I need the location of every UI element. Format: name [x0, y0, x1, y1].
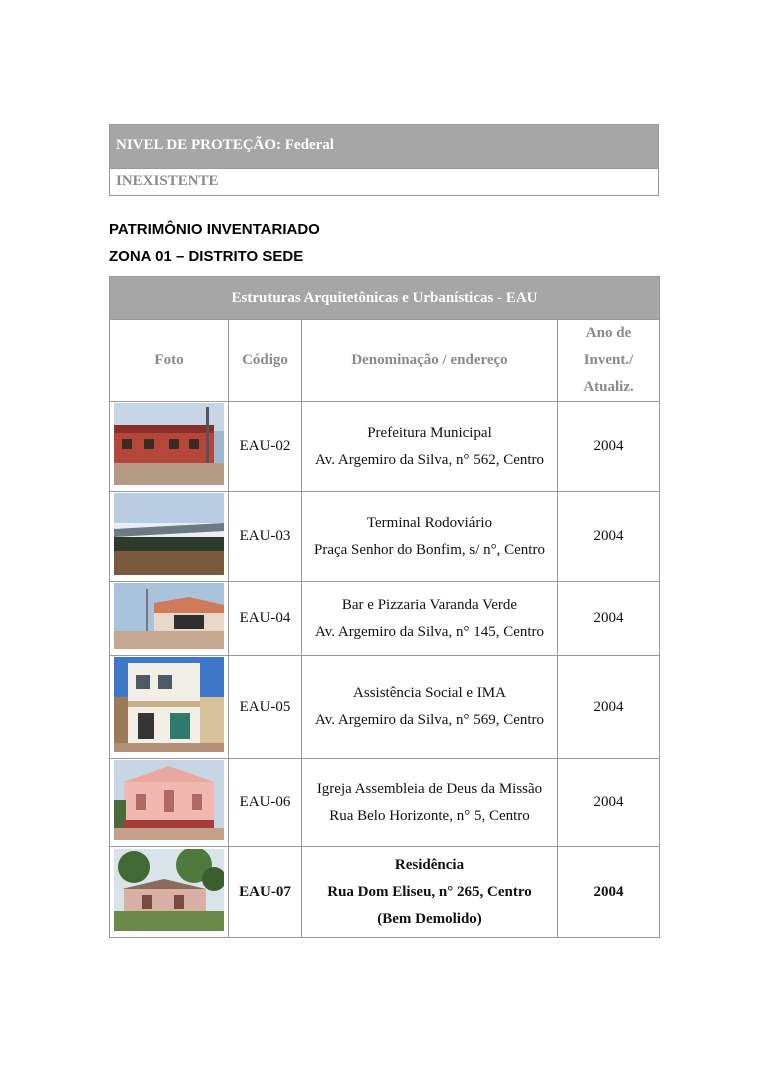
- inventory-title: PATRIMÔNIO INVENTARIADO: [109, 221, 320, 238]
- name-cell: [302, 492, 558, 582]
- building-name: Terminal Rodoviário: [366, 514, 493, 531]
- building-photo: [114, 493, 224, 575]
- table-row: [110, 847, 660, 938]
- table-row: [110, 582, 660, 656]
- building-name: Bar e Pizzaria Varanda Verde: [341, 596, 518, 613]
- code-cell: EAU-04: [229, 582, 302, 656]
- photo-cell: [110, 759, 229, 847]
- eau-table: [109, 276, 660, 938]
- building-photo: [114, 849, 224, 931]
- photo-cell: [110, 656, 229, 759]
- building-address: Av. Argemiro da Silva, n° 562, Centro: [314, 451, 545, 468]
- building-address: Rua Dom Eliseu, n° 265, Centro: [327, 883, 532, 900]
- photo-cell: [110, 847, 229, 938]
- building-name: Prefeitura Municipal: [367, 424, 492, 441]
- building-address: Praça Senhor do Bonfim, s/ n°, Centro: [314, 541, 545, 558]
- column-header-photo: Foto: [110, 320, 229, 402]
- code-cell: EAU-06: [229, 759, 302, 847]
- name-cell: [302, 847, 558, 938]
- year-cell: 2004: [558, 492, 660, 582]
- year-cell: 2004: [558, 402, 660, 492]
- column-header-code: Código: [229, 320, 302, 402]
- code-cell: EAU-03: [229, 492, 302, 582]
- building-address: Rua Belo Horizonte, n° 5, Centro: [329, 807, 530, 824]
- column-header-year-line1: Ano de: [585, 325, 632, 341]
- name-cell: [302, 582, 558, 656]
- year-cell: 2004: [558, 656, 660, 759]
- year-cell: 2004: [558, 759, 660, 847]
- building-address: Av. Argemiro da Silva, n° 569, Centro: [314, 712, 545, 728]
- protection-level-label: NIVEL DE PROTEÇÃO: Federal: [110, 125, 658, 168]
- name-cell: [302, 656, 558, 759]
- code-cell: EAU-07: [229, 847, 302, 938]
- column-header-year-line3: Atualiz.: [583, 379, 634, 395]
- building-name: Residência: [394, 856, 465, 873]
- building-photo: [114, 403, 224, 485]
- building-name: Assistência Social e IMA: [353, 685, 506, 701]
- building-address: Av. Argemiro da Silva, n° 145, Centro: [314, 623, 545, 640]
- table-row: [110, 402, 660, 492]
- protection-box: [109, 124, 659, 196]
- table-row: [110, 656, 660, 759]
- zone-title: ZONA 01 – DISTRITO SEDE: [109, 248, 304, 265]
- code-cell: EAU-02: [229, 402, 302, 492]
- code-cell: EAU-05: [229, 656, 302, 759]
- table-row: [110, 759, 660, 847]
- photo-cell: [110, 492, 229, 582]
- name-cell: [302, 759, 558, 847]
- year-cell: 2004: [558, 582, 660, 656]
- building-photo: [114, 760, 224, 840]
- column-header-name: Denominação / endereço: [302, 320, 558, 402]
- building-note: (Bem Demolido): [377, 910, 482, 927]
- building-photo: [114, 657, 224, 752]
- table-caption: Estruturas Arquitetônicas e Urbanísticas - EAU: [110, 277, 660, 320]
- year-cell: 2004: [558, 847, 660, 938]
- table-row: [110, 492, 660, 582]
- table-header-row: [110, 320, 660, 402]
- column-header-year-line2: Invent./: [583, 352, 634, 368]
- building-name: Igreja Assembleia de Deus da Missão: [316, 780, 543, 797]
- name-cell: [302, 402, 558, 492]
- photo-cell: [110, 582, 229, 656]
- column-header-year: [558, 320, 660, 402]
- protection-level-value: INEXISTENTE: [110, 168, 658, 195]
- photo-cell: [110, 402, 229, 492]
- building-photo: [114, 583, 224, 649]
